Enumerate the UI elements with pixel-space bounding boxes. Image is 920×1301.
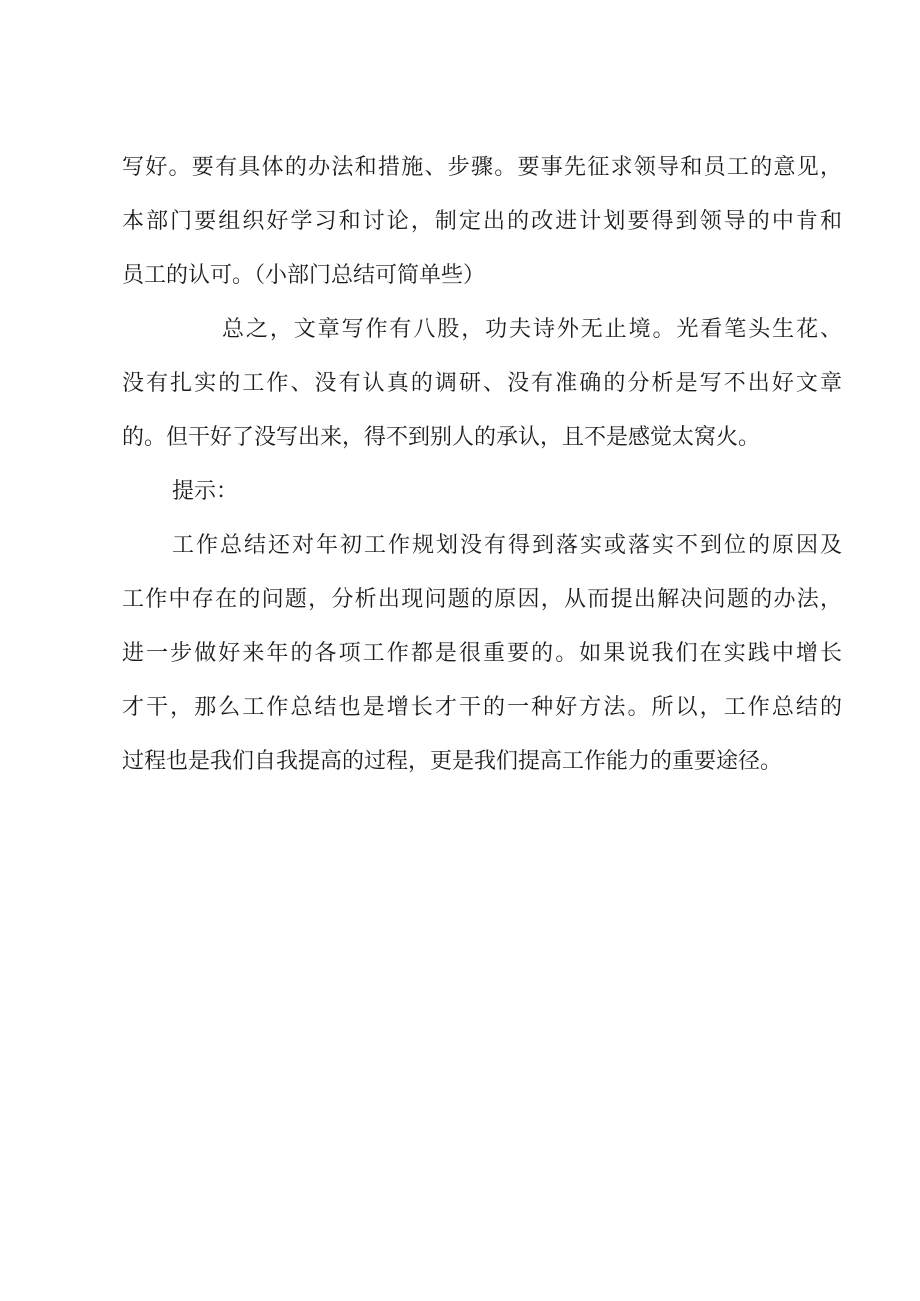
tip-heading: 提示： <box>172 479 239 504</box>
text-line: 工作总结还对年初工作规划没有得到落实或落实不到位的原因及 <box>172 533 842 558</box>
text-line: 过程也是我们自我提高的过程，更是我们提高工作能力的重要途径。 <box>122 749 783 774</box>
text-line: 没有扎实的工作、没有认真的调研、没有准确的分析是写不出好文章 <box>122 371 842 396</box>
text-line: 进一步做好来年的各项工作都是很重要的。如果说我们在实践中增长 <box>122 641 842 666</box>
text-line: 员工的认可。（小部门总结可简单些） <box>122 263 486 288</box>
document-body <box>122 149 842 797</box>
paragraph-conclusion <box>122 311 842 457</box>
paragraph-tip-heading <box>122 473 842 511</box>
text-line: 写好。要有具体的办法和措施、步骤。要事先征求领导和员工的意见， <box>122 155 842 180</box>
text-line: 的。但干好了没写出来，得不到别人的承认，且不是感觉太窝火。 <box>122 425 761 450</box>
paragraph-improvement-plan <box>122 149 842 295</box>
text-line: 本部门要组织好学习和讨论，制定出的改进计划要得到领导的中肯和 <box>122 209 842 234</box>
text-line: 总之，文章写作有八股，功夫诗外无止境。光看笔头生花、 <box>222 317 842 342</box>
paragraph-tip-body <box>122 527 842 781</box>
text-line: 才干，那么工作总结也是增长才干的一种好方法。所以，工作总结的 <box>122 695 842 720</box>
text-line: 工作中存在的问题，分析出现问题的原因，从而提出解决问题的办法， <box>122 587 842 612</box>
